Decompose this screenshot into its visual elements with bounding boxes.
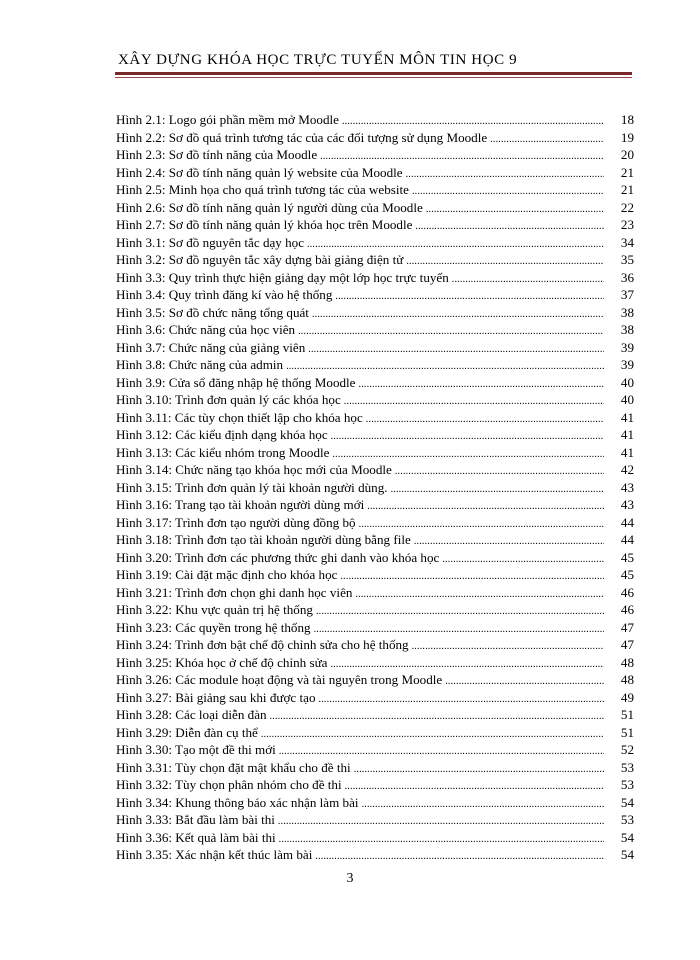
toc-entry[interactable] <box>116 776 634 794</box>
toc-entry-label: Hình 3.18: Trình đơn tạo tài khoản người dùng bằng file <box>116 532 411 547</box>
toc-entry-page: 41 <box>620 409 634 425</box>
toc-entry-label: Hình 2.3: Sơ đồ tính năng của Moodle <box>116 147 318 162</box>
toc-entry-page: 47 <box>620 619 634 635</box>
toc-entry-label: Hình 3.34: Khung thông báo xác nhận làm bài <box>116 794 359 810</box>
toc-entry[interactable] <box>116 846 634 864</box>
toc-entry[interactable] <box>116 111 634 129</box>
toc-entry-label: Hình 3.19: Cài đặt mặc định cho khóa học <box>116 567 338 582</box>
toc-entry-label: Hình 2.2: Sơ đồ quá trình tương tác của các đối tượng sử dụng Moodle <box>116 129 488 145</box>
toc-entry-label: Hình 3.31: Tùy chọn đặt mật khẩu cho đề thi <box>116 759 351 775</box>
toc-entry-page: 51 <box>620 707 634 722</box>
toc-entry[interactable] <box>116 251 634 269</box>
toc-entry[interactable] <box>116 514 634 532</box>
toc-entry-label: Hình 2.1: Logo gói phần mềm mở Moodle <box>116 112 339 127</box>
toc-entry[interactable] <box>116 409 634 427</box>
toc-entry-page: 53 <box>620 812 634 827</box>
toc-entry-label: Hình 2.6: Sơ đồ tính năng quản lý người dùng của Moodle <box>116 199 423 215</box>
toc-entry-page: 54 <box>620 829 634 845</box>
toc-entry-label: Hình 3.24: Trình đơn bật chế độ chỉnh sửa cho hệ thống <box>116 637 409 652</box>
toc-entry[interactable] <box>116 356 634 374</box>
toc-entry-page: 39 <box>620 339 634 355</box>
toc-entry-page: 39 <box>620 357 634 372</box>
toc-entry-page: 40 <box>620 392 634 407</box>
toc-entry[interactable] <box>116 724 634 742</box>
toc-entry[interactable] <box>116 496 634 514</box>
toc-entry-page: 35 <box>620 252 634 267</box>
toc-entry-label: Hình 3.29: Diễn đàn cụ thể <box>116 724 258 740</box>
toc-entry-page: 47 <box>620 637 634 652</box>
toc-entry-label: Hình 3.27: Bài giảng sau khi được tạo <box>116 689 316 705</box>
toc-entry-page: 49 <box>620 689 634 705</box>
toc-entry[interactable] <box>116 479 634 497</box>
toc-entry-label: Hình 3.21: Trình đơn chọn ghi danh học viên <box>116 584 353 600</box>
page-number: 3 <box>346 871 354 886</box>
toc-entry[interactable] <box>116 654 634 672</box>
header-rule-thin <box>115 77 632 78</box>
toc-entry-page: 48 <box>620 672 634 687</box>
toc-entry-label: Hình 3.35: Xác nhận kết thúc làm bài <box>116 847 313 862</box>
toc-entry-label: Hình 3.8: Chức năng của admin <box>116 357 284 372</box>
toc-entry-label: Hình 3.6: Chức năng của học viên <box>116 322 296 337</box>
toc-entry-page: 19 <box>620 129 634 145</box>
toc-entry-page: 38 <box>620 304 634 320</box>
toc-entry[interactable] <box>116 461 634 479</box>
toc-entry-page: 41 <box>620 427 634 442</box>
toc-entry-label: Hình 3.32: Tùy chọn phân nhóm cho đề thi <box>116 777 342 792</box>
toc-entry-label: Hình 3.3: Quy trình thực hiện giảng dạy một lớp học trực tuyến <box>116 269 449 285</box>
toc-entry-page: 38 <box>620 322 634 337</box>
toc-entry[interactable] <box>116 426 634 444</box>
toc-entry[interactable] <box>116 706 634 724</box>
toc-dot-leader <box>315 846 604 866</box>
toc-entry-label: Hình 3.20: Trình đơn các phương thức ghi danh vào khóa học <box>116 549 440 565</box>
toc-entry-page: 23 <box>620 217 634 232</box>
toc-entry-page: 46 <box>620 584 634 600</box>
toc-entry[interactable] <box>116 339 634 357</box>
toc-entry-label: Hình 3.26: Các module hoạt động và tài nguyên trong Moodle <box>116 672 443 687</box>
toc-entry-page: 51 <box>620 724 634 740</box>
toc-entry-page: 18 <box>620 112 634 127</box>
toc-entry[interactable] <box>116 689 634 707</box>
toc-entry-page: 36 <box>620 269 634 285</box>
toc-entry[interactable] <box>116 234 634 252</box>
toc-entry[interactable] <box>116 391 634 409</box>
toc-entry-page: 37 <box>620 287 634 302</box>
toc-entry[interactable] <box>116 146 634 164</box>
toc-entry-page: 53 <box>620 759 634 775</box>
toc-entry-label: Hình 3.5: Sơ đồ chức năng tổng quát <box>116 304 309 320</box>
toc-entry[interactable] <box>116 304 634 322</box>
toc-entry-page: 46 <box>620 602 634 617</box>
toc-entry-label: Hình 3.25: Khóa học ở chế độ chỉnh sửa <box>116 654 328 670</box>
toc-entry-page: 54 <box>620 847 634 862</box>
toc-entry-label: Hình 3.1: Sơ đồ nguyên tắc dạy học <box>116 234 305 250</box>
toc-entry[interactable] <box>116 636 634 654</box>
toc-entry[interactable] <box>116 741 634 759</box>
toc-entry[interactable] <box>116 216 634 234</box>
toc-entry[interactable] <box>116 164 634 182</box>
toc-entry[interactable] <box>116 286 634 304</box>
toc-entry-label: Hình 3.36: Kết quả làm bài thi <box>116 829 276 845</box>
toc-entry[interactable] <box>116 619 634 637</box>
toc-entry-page: 43 <box>620 497 634 512</box>
toc-entry-label: Hình 3.10: Trình đơn quản lý các khóa học <box>116 392 341 407</box>
toc-entry[interactable] <box>116 829 634 847</box>
toc-entry[interactable] <box>116 181 634 199</box>
toc-entry[interactable] <box>116 374 634 392</box>
toc-entry-label: Hình 3.12: Các kiểu định dạng khóa học <box>116 427 328 442</box>
toc-entry-page: 54 <box>620 794 634 810</box>
toc-entry-page: 34 <box>620 234 634 250</box>
toc-entry-label: Hình 3.14: Chức năng tạo khóa học mới của Moodle <box>116 462 392 477</box>
toc-entry-label: Hình 3.9: Cửa sổ đăng nhập hệ thống Moodle <box>116 374 356 390</box>
toc-entry-page: 40 <box>620 374 634 390</box>
toc-entry-page: 43 <box>620 479 634 495</box>
toc-entry-label: Hình 3.13: Các kiểu nhóm trong Moodle <box>116 444 330 460</box>
toc-entry-label: Hình 3.11: Các tùy chọn thiết lập cho khóa học <box>116 409 363 425</box>
toc-entry[interactable] <box>116 444 634 462</box>
toc-entry[interactable] <box>116 531 634 549</box>
toc-entry[interactable] <box>116 759 634 777</box>
toc-entry[interactable] <box>116 566 634 584</box>
toc-entry-label: Hình 2.4: Sơ đồ tính năng quản lý website của Moodle <box>116 164 403 180</box>
toc-entry-label: Hình 2.7: Sơ đồ tính năng quản lý khóa học trên Moodle <box>116 217 413 232</box>
toc-entry-page: 21 <box>620 182 634 197</box>
toc-entry[interactable] <box>116 584 634 602</box>
toc-entry[interactable] <box>116 601 634 619</box>
toc-entry-page: 44 <box>620 514 634 530</box>
toc-entry-page: 44 <box>620 532 634 547</box>
toc-entry[interactable] <box>116 321 634 339</box>
running-header-title: XÂY DỰNG KHÓA HỌC TRỰC TUYẾN MÔN TIN HỌC 9 <box>118 52 518 68</box>
toc-entry-page: 52 <box>620 742 634 757</box>
toc-entry-page: 53 <box>620 777 634 792</box>
toc-entry[interactable] <box>116 549 634 567</box>
toc-entry-label: Hình 3.30: Tạo một đề thi mới <box>116 742 276 757</box>
toc-entry-label: Hình 3.33: Bắt đầu làm bài thi <box>116 812 275 827</box>
toc-entry-page: 45 <box>620 549 634 565</box>
toc-entry[interactable] <box>116 199 634 217</box>
toc-entry-label: Hình 3.16: Trang tạo tài khoản người dùng mới <box>116 497 365 512</box>
toc-entry-page: 42 <box>620 462 634 477</box>
toc-entry-page: 21 <box>620 164 634 180</box>
toc-entry-label: Hình 3.22: Khu vực quản trị hệ thống <box>116 602 313 617</box>
toc-entry-label: Hình 3.4: Quy trình đăng kí vào hệ thống <box>116 287 333 302</box>
toc-entry-label: Hình 3.7: Chức năng của giảng viên <box>116 339 306 355</box>
toc-entry[interactable] <box>116 269 634 287</box>
toc-entry[interactable] <box>116 794 634 812</box>
toc-entry-label: Hình 3.17: Trình đơn tạo người dùng đồng bộ <box>116 514 356 530</box>
toc-entry[interactable] <box>116 129 634 147</box>
toc-entry[interactable] <box>116 671 634 689</box>
toc-entry-page: 20 <box>620 147 634 162</box>
toc-entry-page: 22 <box>620 199 634 215</box>
toc-entry-page: 45 <box>620 567 634 582</box>
toc-entry-label: Hình 3.2: Sơ đồ nguyên tắc xây dựng bài giảng điện tử <box>116 252 404 267</box>
toc-entry-label: Hình 3.28: Các loại diễn đàn <box>116 707 267 722</box>
toc-entry-label: Hình 3.15: Trình đơn quản lý tài khoản người dùng. <box>116 479 388 495</box>
toc-entry-label: Hình 3.23: Các quyền trong hệ thống <box>116 619 311 635</box>
toc-entry[interactable] <box>116 811 634 829</box>
header-rule-thick <box>115 72 632 75</box>
list-of-figures <box>116 111 634 864</box>
toc-entry-label: Hình 2.5: Minh họa cho quá trình tương tác của website <box>116 182 409 197</box>
toc-entry-page: 48 <box>620 654 634 670</box>
toc-entry-page: 41 <box>620 444 634 460</box>
